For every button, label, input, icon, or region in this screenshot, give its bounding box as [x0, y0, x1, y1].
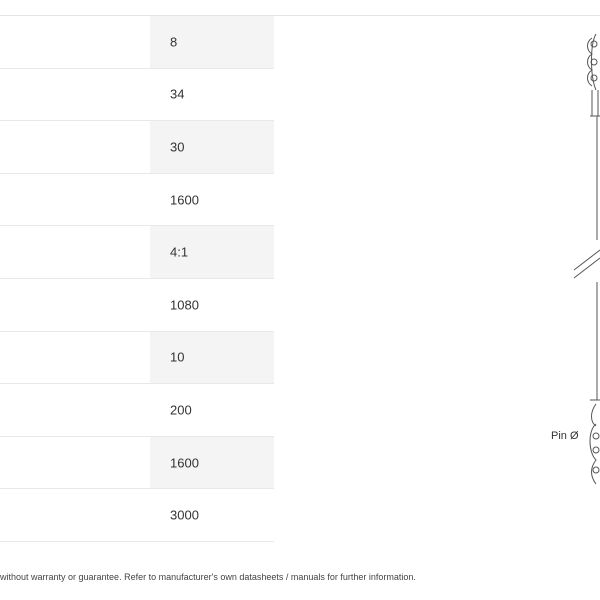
spec-value: 1080	[170, 297, 199, 313]
spec-row	[0, 332, 274, 385]
bottom-eye-icon	[590, 404, 599, 484]
spec-row	[0, 489, 274, 542]
spec-value: 4:1	[170, 244, 189, 260]
spec-row	[0, 437, 274, 490]
cylinder-diagram	[540, 20, 600, 500]
spec-value-cell	[150, 226, 274, 278]
spec-value-cell	[150, 489, 274, 541]
spec-value-cell	[150, 174, 274, 226]
spec-value-cell	[150, 384, 274, 436]
spec-value-cell	[150, 332, 274, 384]
spec-value: 8	[170, 34, 178, 50]
spec-row	[0, 121, 274, 174]
spec-row	[0, 226, 274, 279]
spec-table	[0, 16, 274, 542]
spec-value: 10	[170, 349, 185, 365]
spec-value: 34	[170, 86, 185, 102]
spec-value-cell	[150, 69, 274, 121]
spec-row	[0, 279, 274, 332]
spec-row	[0, 384, 274, 437]
spec-value: 30	[170, 139, 185, 155]
spec-value: 200	[170, 402, 192, 418]
spec-row	[0, 69, 274, 122]
top-eye-icon	[588, 34, 598, 90]
spec-value-cell	[150, 437, 274, 489]
pin-diameter-label: Pin Ø	[551, 430, 579, 442]
spec-value-cell	[150, 279, 274, 331]
spec-value: 1600	[170, 455, 199, 471]
spec-value: 3000	[170, 507, 199, 523]
spec-row	[0, 16, 274, 69]
break-mark-icon	[574, 250, 600, 278]
spec-value-cell	[150, 16, 274, 68]
spec-value: 1600	[170, 192, 199, 208]
spec-row	[0, 174, 274, 227]
spec-value-cell	[150, 121, 274, 173]
disclaimer-footnote: without warranty or guarantee. Refer to manufacturer's own datasheets / manuals for further information.	[0, 572, 416, 582]
